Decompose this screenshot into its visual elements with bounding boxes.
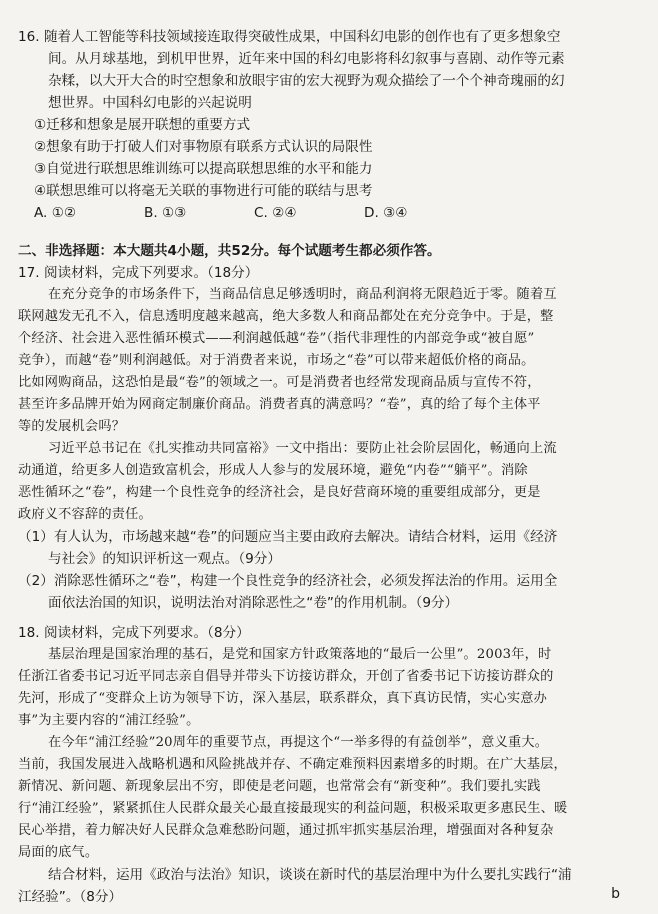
choice-a: A. ①②	[34, 205, 77, 221]
q18-material-line: 先河，形成了“变群众上访为领导下访，深入基层，联系群众，真下真访民情，实心实意办	[18, 691, 548, 706]
q18-material-line: 行“浦江经验”，紧紧抓住人民群众最关心最直接最现实的利益问题，积极采取更多惠民生、暖	[18, 801, 568, 816]
q18-material-line: 局面的底气。	[18, 845, 99, 860]
q16-stem-line: 间。从月球基地，到机甲世界，近年来中国的科幻电影将科幻叙事与喜剧、动作等元素	[48, 51, 565, 67]
q17-material-line: 政府义不容辞的责任。	[18, 507, 152, 522]
q17-subquestion-1: （1）有人认为，市场越来越“卷”的问题应当主要由政府去解决。请结合材料，运用《经济	[18, 529, 558, 545]
q17-subquestion-2: （2）消除恶性循环之“卷”，构建一个良性竞争的经济社会，必须发挥法治的作用。运用全	[18, 573, 558, 589]
q18-title: 18. 阅读材料，完成下列要求。（8分）	[18, 625, 250, 641]
choice-b: B. ①③	[144, 205, 187, 221]
q18-material-line: 基层治理是国家治理的基石，是党和国家方针政策落地的“最后一公里”。2003年，时	[48, 647, 552, 662]
q17-material-line: 动通道，给更多人创造致富机会，形成人人参与的发展环境，避免“内卷”“躺平”。消除	[18, 463, 528, 478]
q17-subquestion-2: 面依法治国的知识，说明法治对消除恶性之“卷”的作用机制。（9分）	[48, 595, 459, 611]
q16-stem-line: 想世界。中国科幻电影的兴起说明	[48, 95, 252, 111]
q17-material-line: 甚至许多品牌开始为网商定制廉价商品。消费者真的满意吗？“卷”，真的给了每个主体平	[18, 397, 541, 412]
q18-material-line: 民心举措，着力解决好人民群众急难愁盼问题，通过抓牢抓实基层治理，增强面对各种复杂	[18, 823, 554, 838]
q17-material-line: 等的发展机会吗？	[18, 419, 126, 434]
q18-question: 江经验”。（8分）	[18, 889, 123, 905]
q17-material-line: 习近平总书记在《扎实推动共同富裕》一文中指出：要防止社会阶层固化，畅通向上流	[48, 441, 557, 456]
choice-c: C. ②④	[254, 205, 297, 221]
q18-material-line: 新情况、新问题、新现象层出不穷，即使是老问题，也常常会有“新变种”。我们要扎实践	[18, 779, 541, 794]
choice-d: D. ③④	[364, 205, 408, 221]
q16-choices	[18, 202, 644, 224]
q17-material-line: 在充分竞争的市场条件下，当商品信息足够透明时，商品利润将无限趋近于零。随着互	[48, 287, 557, 302]
q17-material-line: 恶性循环之“卷”，构建一个良性竞争的经济社会，是良好营商环境的重要组成部分，更是	[18, 485, 541, 500]
page-mark: b	[611, 886, 620, 902]
q16-option: ④联想思维可以将毫无关联的事物进行可能的联结与思考	[34, 183, 373, 199]
question-16	[18, 26, 644, 224]
q16-stem-line: 16. 随着人工智能等科技领域接连取得突破性成果，中国科幻电影的创作也有了更多想象空	[18, 29, 561, 45]
section-heading: 二、非选择题：本大题共4小题，共52分。每个试题考生都必须作答。	[18, 243, 441, 259]
q16-option: ①迁移和想象是展开联想的重要方式	[34, 117, 251, 133]
question-17	[18, 262, 644, 614]
q17-material-line: 个经济、社会进入恶性循环模式——利润越低越“卷”（指代非理性的内部竞争或“被自愿”	[18, 331, 535, 346]
q17-material-line: 比如网购商品，这恐怕是最“卷”的领域之一。可是消费者也经常发现商品质与宣传不符，	[18, 375, 541, 390]
q18-material-line: 当前，我国发展进入战略机遇和风险挑战并存、不确定难预料因素增多的时期。在广大基层，	[18, 757, 567, 772]
q16-option: ③自觉进行联想思维训练可以提高联想思维的水平和能力	[34, 161, 373, 177]
q16-option: ②想象有助于打破人们对事物原有联系方式认识的局限性	[34, 139, 373, 155]
q17-title: 17. 阅读材料，完成下列要求。（18分）	[18, 265, 259, 281]
q18-material-line: 任浙江省委书记习近平同志亲自倡导并带头下访接访群众，开创了省委书记下访接访群众的	[18, 669, 554, 684]
q17-material-line: 竞争），而越“卷”则利润越低。对于消费者来说，市场之“卷”可以带来超低价格的商品。	[18, 353, 535, 368]
question-18	[18, 622, 644, 908]
q17-subquestion-1: 与社会》的知识评析这一观点。（9分）	[48, 551, 281, 567]
q18-material-line: 事”为主要内容的“浦江经验”。	[18, 713, 200, 728]
q17-material-line: 联网越发无孔不入，信息透明度越来越高，绝大多数人和商品都处在充分竞争中。于是，整	[18, 309, 554, 324]
q16-stem-line: 杂糅，以大开大合的时空想象和放眼宇宙的宏大视野为观众描绘了一个个神奇瑰丽的幻	[48, 73, 565, 89]
q18-material-line: 在今年“浦江经验”20周年的重要节点，再提这个“一举多得的有益创举”，意义重大。	[48, 735, 549, 750]
q18-question: 结合材料，运用《政治与法治》知识，谈谈在新时代的基层治理中为什么要扎实践行“浦	[48, 867, 572, 883]
